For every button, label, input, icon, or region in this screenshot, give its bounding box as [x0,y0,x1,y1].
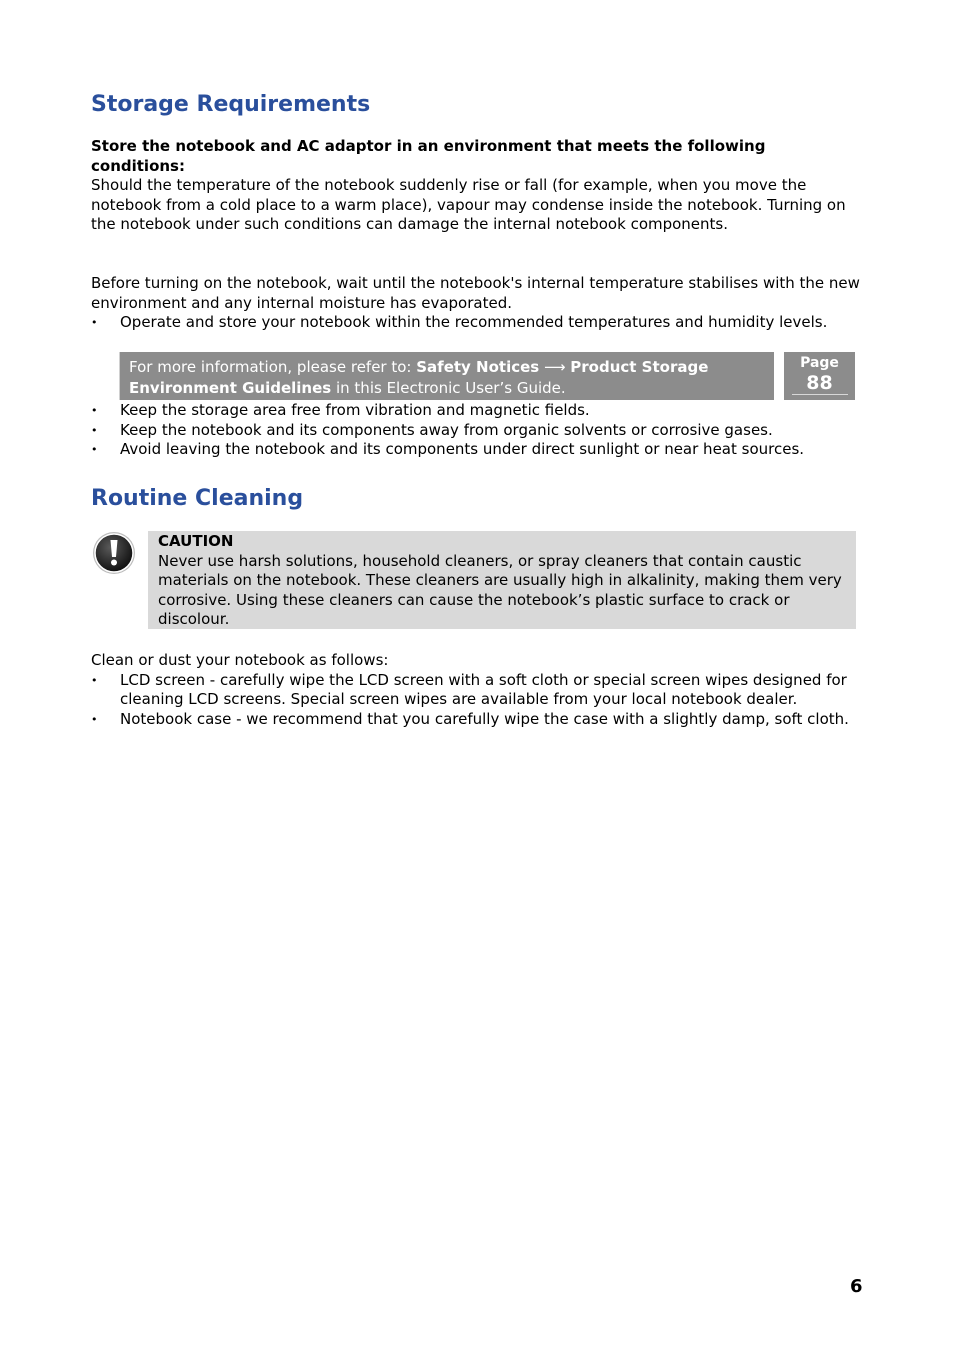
list-item: • Avoid leaving the notebook and its components under direct sunlight or near heat sources. [91,440,863,460]
storage-para-2-block [91,274,863,333]
page-reference-number: 88 [792,372,848,395]
cleaning-bullet-list [91,671,863,730]
storage-bullet-list-1 [91,313,863,333]
storage-para-2: Before turning on the notebook, wait until the notebook's internal temperature stabilises with the new environment and any internal moisture has evaporated. [91,274,860,312]
list-item: • Operate and store your notebook within the recommended temperatures and humidity levels. [91,313,863,333]
page-number: 6 [850,1276,863,1297]
list-item: • LCD screen - carefully wipe the LCD screen with a soft cloth or special screen wipes designed for cleaning LCD screens. Special screen wipes are available from your local notebook dealer. [91,671,863,710]
reference-suffix: in this Electronic User’s Guide. [331,379,566,397]
reference-arrow: ⟶ [539,358,571,376]
reference-text [119,352,774,400]
caution-text: Never use harsh solutions, household cleaners, or spray cleaners that contain caustic materials on the notebook. These cleaners are usually high in alkalinity, making them very corrosive. Using these cleaners can cause the notebook’s plastic surface to crack or discolour. [158,551,842,628]
list-item: • Notebook case - we recommend that you carefully wipe the case with a slightly damp, soft cloth. [91,710,863,730]
cleaning-intro: Clean or dust your notebook as follows: [91,651,389,669]
reference-prefix: For more information, please refer to: [129,358,417,376]
section-heading-cleaning: Routine Cleaning [91,486,304,511]
storage-intro [91,137,863,235]
reference-link-safety-notices[interactable]: Safety Notices [416,358,540,376]
reference-box [119,352,855,400]
caution-box [148,531,856,629]
exclamation-icon [91,530,137,576]
storage-intro-bold: Store the notebook and AC adaptor in an environment that meets the following conditions: [91,137,766,175]
list-item: • Keep the storage area free from vibration and magnetic fields. [91,401,863,421]
reference-link-storage-guidelines[interactable]: Product Storage Environment Guidelines [129,358,709,397]
cleaning-instructions [91,651,863,729]
storage-bullet-list-2 [91,401,863,460]
list-item: • Keep the notebook and its components away from organic solvents or corrosive gases. [91,421,863,441]
section-heading-storage: Storage Requirements [91,92,371,117]
page-reference-label: Page [800,355,839,371]
page-reference-button[interactable] [784,352,855,400]
storage-bullets-rest [91,401,863,460]
storage-para-1: Should the temperature of the notebook suddenly rise or fall (for example, when you move the notebook from a cold place to a warm place), vapour may condense inside the notebook. Turning on the notebook under such conditions can damage the internal notebook components. [91,176,846,233]
caution-title: CAUTION [158,532,234,550]
